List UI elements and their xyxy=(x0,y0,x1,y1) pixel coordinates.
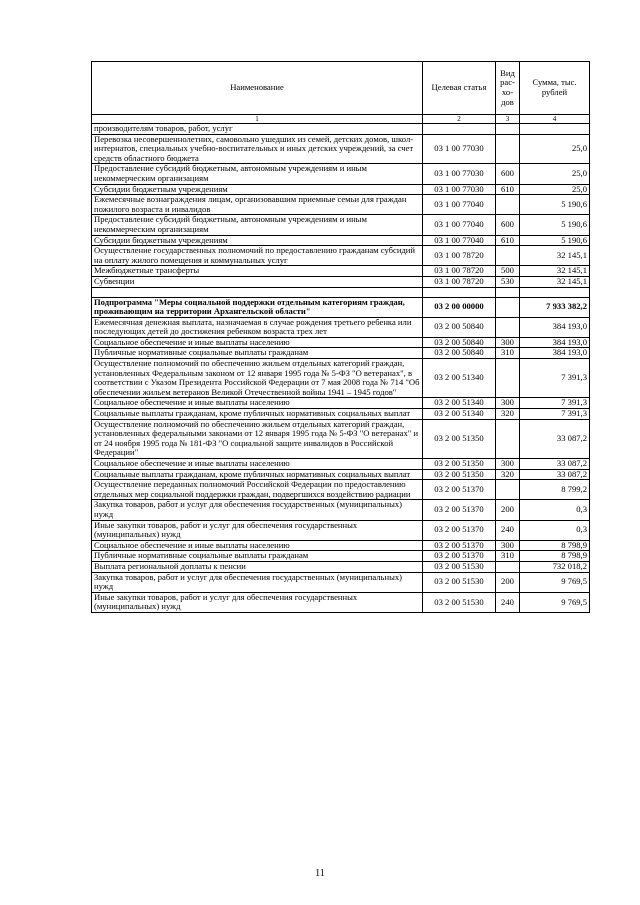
code-cell: 03 1 00 78720 xyxy=(423,276,496,287)
sum-cell: 33 087,2 xyxy=(520,469,590,480)
sum-cell: 7 391,3 xyxy=(520,409,590,420)
code-cell: 03 2 00 00000 xyxy=(423,297,496,317)
sum-cell: 7 391,3 xyxy=(520,398,590,409)
table-row xyxy=(92,195,590,215)
sum-cell xyxy=(520,124,590,135)
code-cell: 03 2 00 50840 xyxy=(423,317,496,337)
table-row xyxy=(92,134,590,164)
vid-cell xyxy=(496,195,520,215)
code-cell: 03 2 00 50840 xyxy=(423,348,496,359)
col-number: 4 xyxy=(520,115,590,124)
vid-cell xyxy=(496,359,520,398)
vid-cell xyxy=(496,297,520,317)
name-cell: Публичные нормативные социальные выплаты гражданам xyxy=(92,348,423,359)
sum-cell: 25,0 xyxy=(520,184,590,195)
table-row xyxy=(92,409,590,420)
header-vid: Вид рас-хо-дов xyxy=(496,62,520,115)
name-cell: Предоставление субсидий бюджетным, автономным учреждениям и иным некоммерческим организациям xyxy=(92,164,423,184)
name-cell: Осуществление переданных полномочий Российской Федерации по предоставлению отдельных мер социальной поддержки граждан, подвергшихся воздействию радиации xyxy=(92,480,423,500)
name-cell: Субсидии бюджетным учреждениям xyxy=(92,235,423,246)
code-cell: 03 2 00 50840 xyxy=(423,337,496,348)
name-cell: Публичные нормативные социальные выплаты гражданам xyxy=(92,551,423,562)
sum-cell: 8 798,9 xyxy=(520,540,590,551)
name-cell: Иные закупки товаров, работ и услуг для обеспечения государственных (муниципальных) нужд xyxy=(92,592,423,612)
col-number: 1 xyxy=(92,115,423,124)
table-row xyxy=(92,287,590,297)
header-code: Целевая статья xyxy=(423,62,496,115)
code-cell: 03 2 00 51370 xyxy=(423,500,496,520)
vid-cell: 200 xyxy=(496,500,520,520)
sum-cell: 0,3 xyxy=(520,500,590,520)
vid-cell: 530 xyxy=(496,276,520,287)
name-cell: Ежемесячные вознаграждения лицам, организовавшим приемные семьи для граждан пожилого возраста и инвалидов xyxy=(92,195,423,215)
sum-cell: 32 145,1 xyxy=(520,266,590,277)
code-cell: 03 2 00 51340 xyxy=(423,398,496,409)
name-cell: Предоставление субсидий бюджетным, автономным учреждениям и иным некоммерческим организациям xyxy=(92,215,423,235)
name-cell: Осуществление полномочий по обеспечению жильем отдельных категорий граждан, установленных Федеральным законом от 12 января 1995 года № 5-ФЗ "О ветеранах", в соответствии с Указом Президента Российской Федерации от 7 мая 2008 года № 714 "Об обеспечении жильем ветеранов Великой Отечественной войны 1941 – 1945 годов" xyxy=(92,359,423,398)
code-cell: 03 2 00 51530 xyxy=(423,572,496,592)
code-cell: 03 2 00 51340 xyxy=(423,359,496,398)
sum-cell: 7 933 382,2 xyxy=(520,297,590,317)
code-cell: 03 1 00 78720 xyxy=(423,266,496,277)
vid-cell: 310 xyxy=(496,551,520,562)
table-row xyxy=(92,246,590,266)
table-row xyxy=(92,398,590,409)
col-number: 3 xyxy=(496,115,520,124)
vid-cell: 200 xyxy=(496,572,520,592)
sum-cell: 25,0 xyxy=(520,134,590,164)
vid-cell: 310 xyxy=(496,348,520,359)
table-row xyxy=(92,337,590,348)
code-cell: 03 1 00 77030 xyxy=(423,134,496,164)
name-cell: Выплата региональной доплаты к пенсии xyxy=(92,561,423,572)
table-row xyxy=(92,215,590,235)
sum-cell: 9 769,5 xyxy=(520,572,590,592)
sum-cell: 8 798,9 xyxy=(520,551,590,562)
code-cell: 03 2 00 51370 xyxy=(423,480,496,500)
name-cell: Межбюджетные трансферты xyxy=(92,266,423,277)
name-cell: Закупка товаров, работ и услуг для обеспечения государственных (муниципальных) нужд xyxy=(92,572,423,592)
vid-cell xyxy=(496,561,520,572)
table-row xyxy=(92,540,590,551)
code-cell: 03 1 00 77030 xyxy=(423,164,496,184)
name-cell: Ежемесячная денежная выплата, назначаемая в случае рождения третьего ребенка или последующих детей до достижения ребенком возраста трех лет xyxy=(92,317,423,337)
spacer-cell xyxy=(496,287,520,297)
code-cell: 03 2 00 51530 xyxy=(423,592,496,612)
table-row xyxy=(92,459,590,470)
code-cell: 03 2 00 51370 xyxy=(423,551,496,562)
table-row xyxy=(92,348,590,359)
table-row xyxy=(92,561,590,572)
vid-cell xyxy=(496,480,520,500)
table-row xyxy=(92,592,590,612)
code-cell: 03 2 00 51370 xyxy=(423,520,496,540)
sum-cell: 33 087,2 xyxy=(520,419,590,458)
vid-cell: 600 xyxy=(496,215,520,235)
vid-cell: 300 xyxy=(496,398,520,409)
vid-cell: 600 xyxy=(496,164,520,184)
page-number: 11 xyxy=(315,868,325,879)
name-cell: Субсидии бюджетным учреждениям xyxy=(92,184,423,195)
name-cell: производителям товаров, работ, услуг xyxy=(92,124,423,135)
table-row xyxy=(92,551,590,562)
table-row xyxy=(92,500,590,520)
name-cell: Социальное обеспечение и иные выплаты населению xyxy=(92,540,423,551)
col-number: 2 xyxy=(423,115,496,124)
vid-cell: 300 xyxy=(496,337,520,348)
code-cell: 03 1 00 77040 xyxy=(423,215,496,235)
vid-cell xyxy=(496,246,520,266)
table-row xyxy=(92,276,590,287)
name-cell: Осуществление государственных полномочий по предоставлению гражданам субсидий на оплату жилого помещения и коммунальных услуг xyxy=(92,246,423,266)
sum-cell: 32 145,1 xyxy=(520,246,590,266)
header-name: Наименование xyxy=(92,62,423,115)
vid-cell: 320 xyxy=(496,469,520,480)
table-row xyxy=(92,266,590,277)
vid-cell: 300 xyxy=(496,459,520,470)
code-cell: 03 1 00 78720 xyxy=(423,246,496,266)
vid-cell: 240 xyxy=(496,520,520,540)
code-cell xyxy=(423,124,496,135)
code-cell: 03 2 00 51350 xyxy=(423,419,496,458)
sum-cell: 33 087,2 xyxy=(520,459,590,470)
table-row xyxy=(92,469,590,480)
name-cell: Субвенции xyxy=(92,276,423,287)
code-cell: 03 1 00 77030 xyxy=(423,184,496,195)
table-row xyxy=(92,297,590,317)
sum-cell: 5 190,6 xyxy=(520,235,590,246)
sum-cell: 7 391,3 xyxy=(520,359,590,398)
vid-cell xyxy=(496,317,520,337)
vid-cell xyxy=(496,419,520,458)
name-cell: Социальное обеспечение и иные выплаты населению xyxy=(92,459,423,470)
code-cell: 03 2 00 51370 xyxy=(423,540,496,551)
name-cell: Подпрограмма "Меры социальной поддержки отдельным категориям граждан, проживающим на территории Архангельской области" xyxy=(92,297,423,317)
name-cell: Осуществление полномочий по обеспечению жильем отдельных категорий граждан, установленных федеральными законами от 12 января 1995 года № 5-ФЗ "О ветеранах" и от 24 ноября 1995 года № 181-ФЗ "О социальной защите инвалидов в Российской Федерации" xyxy=(92,419,423,458)
code-cell: 03 1 00 77040 xyxy=(423,235,496,246)
sum-cell: 0,3 xyxy=(520,520,590,540)
code-cell: 03 2 00 51350 xyxy=(423,459,496,470)
vid-cell: 500 xyxy=(496,266,520,277)
vid-cell: 610 xyxy=(496,235,520,246)
table-row xyxy=(92,520,590,540)
table-row xyxy=(92,235,590,246)
sum-cell: 8 799,2 xyxy=(520,480,590,500)
sum-cell: 25,0 xyxy=(520,164,590,184)
sum-cell: 384 193,0 xyxy=(520,348,590,359)
name-cell: Иные закупки товаров, работ и услуг для обеспечения государственных (муниципальных) нужд xyxy=(92,520,423,540)
table-row xyxy=(92,480,590,500)
sum-cell: 384 193,0 xyxy=(520,337,590,348)
name-cell: Социальные выплаты гражданам, кроме публичных нормативных социальных выплат xyxy=(92,409,423,420)
sum-cell: 732 018,2 xyxy=(520,561,590,572)
header-sum: Сумма, тыс. рублей xyxy=(520,62,590,115)
vid-cell: 300 xyxy=(496,540,520,551)
sum-cell: 5 190,6 xyxy=(520,195,590,215)
name-cell: Социальное обеспечение и иные выплаты населению xyxy=(92,337,423,348)
spacer-cell xyxy=(520,287,590,297)
budget-table xyxy=(91,61,590,613)
vid-cell: 320 xyxy=(496,409,520,420)
sum-cell: 9 769,5 xyxy=(520,592,590,612)
table-body xyxy=(92,124,590,613)
code-cell: 03 2 00 51350 xyxy=(423,469,496,480)
sum-cell: 32 145,1 xyxy=(520,276,590,287)
table-row xyxy=(92,359,590,398)
table-row xyxy=(92,572,590,592)
code-cell: 03 1 00 77040 xyxy=(423,195,496,215)
code-cell: 03 2 00 51340 xyxy=(423,409,496,420)
table-row xyxy=(92,164,590,184)
vid-cell: 240 xyxy=(496,592,520,612)
table-row xyxy=(92,317,590,337)
vid-cell xyxy=(496,134,520,164)
vid-cell xyxy=(496,124,520,135)
name-cell: Перевозка несовершеннолетних, самовольно ушедших из семей, детских домов, школ-интернатов, специальных учебно-воспитательных и иных детских учреждений, за счет средств областного бюджета xyxy=(92,134,423,164)
table-row xyxy=(92,124,590,135)
name-cell: Закупка товаров, работ и услуг для обеспечения государственных (муниципальных) нужд xyxy=(92,500,423,520)
spacer-cell xyxy=(423,287,496,297)
code-cell: 03 2 00 51530 xyxy=(423,561,496,572)
table-row xyxy=(92,419,590,458)
spacer-cell xyxy=(92,287,423,297)
name-cell: Социальные выплаты гражданам, кроме публичных нормативных социальных выплат xyxy=(92,469,423,480)
name-cell: Социальное обеспечение и иные выплаты населению xyxy=(92,398,423,409)
vid-cell: 610 xyxy=(496,184,520,195)
sum-cell: 384 193,0 xyxy=(520,317,590,337)
table-row xyxy=(92,184,590,195)
sum-cell: 5 190,6 xyxy=(520,215,590,235)
